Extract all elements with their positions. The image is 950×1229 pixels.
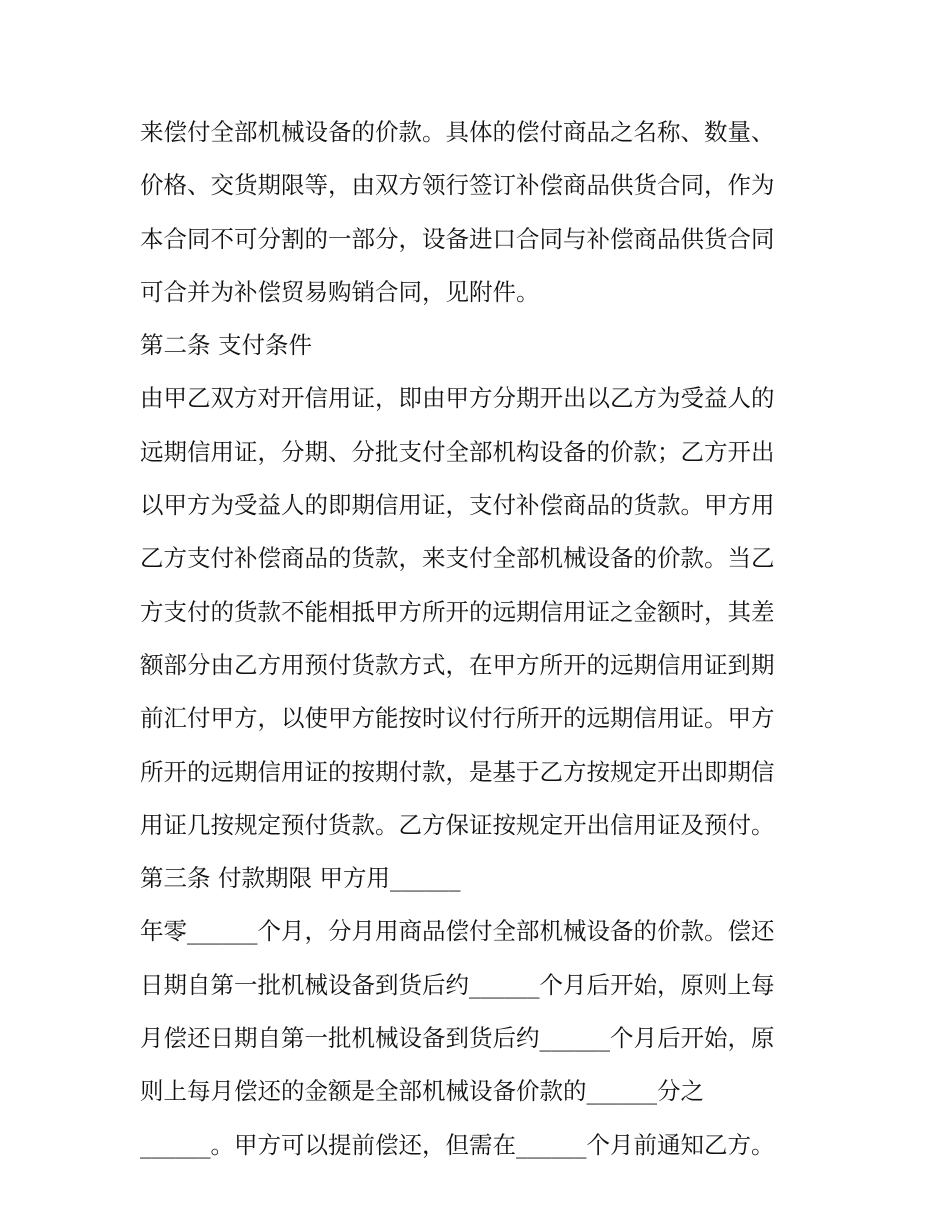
text-line: 来偿付全部机械设备的价款。具体的偿付商品之名称、数量、 xyxy=(140,118,775,146)
text-line: 以甲方为受益人的即期信用证，支付补偿商品的货款。甲方用 xyxy=(140,491,775,520)
text-line: 年零______个月，分月用商品偿付全部机械设备的价款。偿还 xyxy=(140,917,775,946)
text-line: 方支付的货款不能相抵甲方所开的远期信用证之金额时，其差 xyxy=(140,597,775,626)
text-line: 可合并为补偿贸易购销合同，见附件。 xyxy=(140,277,540,306)
text-line: 前汇付甲方，以使甲方能按时议付行所开的远期信用证。甲方 xyxy=(140,704,775,733)
document-body xyxy=(140,106,830,1172)
text-line: 额部分由乙方用预付货款方式，在甲方所开的远期信用证到期 xyxy=(140,650,775,679)
section-heading: 第三条 付款期限 甲方用______ xyxy=(140,864,461,893)
text-line: ______。甲方可以提前偿还，但需在______个月前通知乙方。 xyxy=(140,1130,775,1159)
text-line: 乙方支付补偿商品的货款，来支付全部机械设备的价款。当乙 xyxy=(140,544,775,573)
text-line: 日期自第一批机械设备到货后约______个月后开始，原则上每 xyxy=(140,970,775,999)
text-line: 本合同不可分割的一部分，设备进口合同与补偿商品供货合同 xyxy=(140,224,775,253)
section-heading: 第二条 支付条件 xyxy=(140,331,312,360)
text-line: 所开的远期信用证的按期付款，是基于乙方按规定开出即期信 xyxy=(140,757,775,786)
text-line: 价格、交货期限等，由双方领行签订补偿商品供货合同，作为 xyxy=(140,171,775,200)
text-line: 由甲乙双方对开信用证，即由甲方分期开出以乙方为受益人的 xyxy=(140,384,775,413)
text-line: 用证几按规定预付货款。乙方保证按规定开出信用证及预付。 xyxy=(140,810,775,839)
text-line: 月偿还日期自第一批机械设备到货后约______个月后开始，原 xyxy=(140,1024,775,1053)
text-line: 则上每月偿还的金额是全部机械设备价款的______分之 xyxy=(140,1077,704,1106)
text-line: 远期信用证，分期、分批支付全部机构设备的价款；乙方开出 xyxy=(140,437,775,466)
